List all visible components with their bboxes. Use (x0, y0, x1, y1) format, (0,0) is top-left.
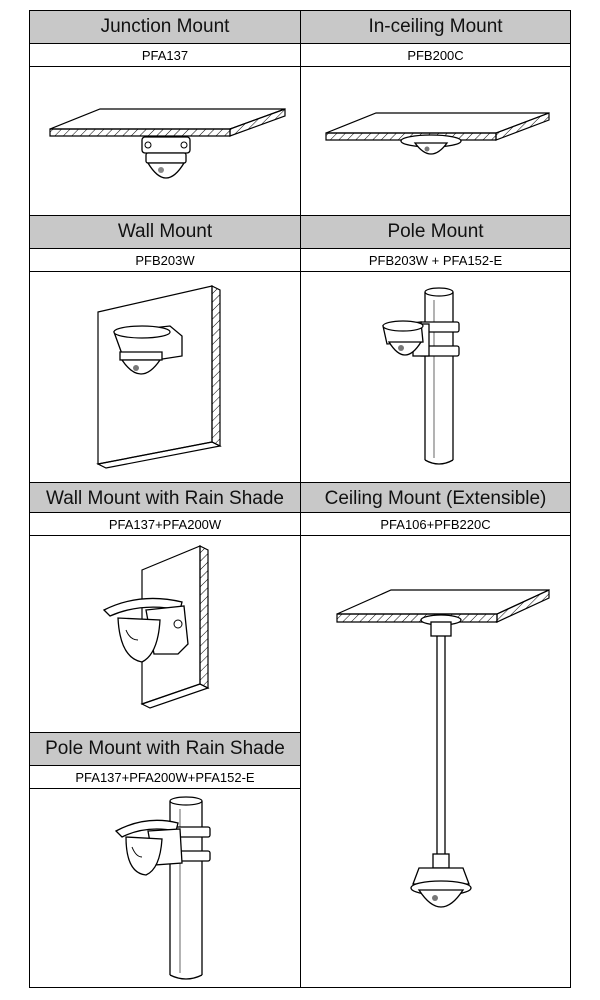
pole-mount-title: Pole Mount (300, 215, 571, 249)
wall-mount-illustration (29, 271, 301, 483)
junction-mount-title: Junction Mount (29, 10, 301, 44)
wall-mount-title: Wall Mount (29, 215, 301, 249)
wall-mount-rain-shade-illustration (29, 535, 301, 733)
pole-mount-rain-shade-title: Pole Mount with Rain Shade (29, 732, 301, 766)
in-ceiling-mount-title: In-ceiling Mount (300, 10, 571, 44)
junction-mount-model: PFA137 (29, 43, 301, 67)
ceiling-mount-extensible-illustration (300, 535, 571, 988)
wall-mount-rain-shade-title: Wall Mount with Rain Shade (29, 482, 301, 516)
pole-mount-rain-shade-model: PFA137+PFA200W+PFA152-E (29, 765, 301, 789)
wall-mount-model: PFB203W (29, 248, 301, 272)
pole-mount-rain-shade-illustration (29, 788, 301, 988)
pole-mount-illustration (300, 271, 571, 483)
ceiling-mount-extensible-title: Ceiling Mount (Extensible) (300, 482, 571, 516)
wall-mount-rain-shade-model: PFA137+PFA200W (29, 512, 301, 536)
junction-mount-illustration (29, 66, 301, 216)
in-ceiling-mount-model: PFB200C (300, 43, 571, 67)
ceiling-mount-extensible-model: PFA106+PFB220C (300, 512, 571, 536)
in-ceiling-mount-illustration (300, 66, 571, 216)
pole-mount-model: PFB203W + PFA152-E (300, 248, 571, 272)
